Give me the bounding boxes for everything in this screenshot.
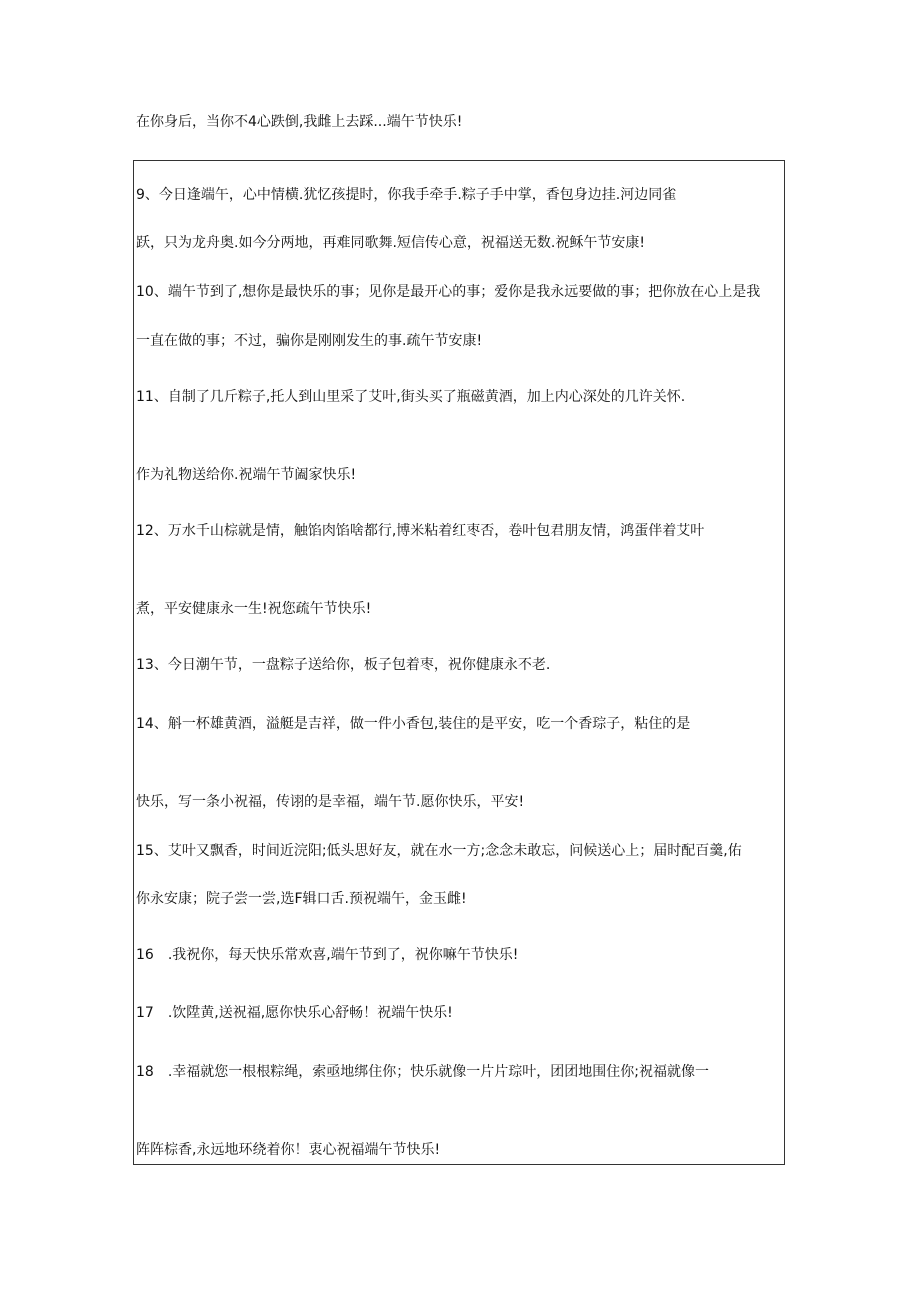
text-line: 14、斛一杯雄黄酒，溢艇是吉祥，做一件小香包,装住的是平安，吃一个香琮子，粘住的是 — [136, 716, 691, 732]
text-line: 阵阵棕香,永远地环绕着你！衷心祝福端午节快乐! — [136, 1142, 441, 1158]
intro-line: 在你身后，当你不4心跌倒,我雌上去踩...端午节快乐! — [136, 114, 463, 130]
text-line: 作为礼物送给你.祝端午节阖家快乐! — [136, 467, 357, 483]
text-line: 一直在做的事；不过，骗你是刚刚发生的事.疏午节安康! — [136, 333, 483, 349]
text-line: 10、端午节到了,想你是最快乐的事；见你是最开心的事；爱你是我永远要做的事；把你放在心上是我 — [136, 284, 761, 300]
text-line: 你永安康；院子尝一尝,选F辑口舌.预祝端午，金玉雌! — [136, 891, 467, 907]
text-line: 18 .幸福就您一根根粽绳，索亟地绑住你；快乐就像一片片琮叶，团团地围住你;祝福就像一 — [136, 1064, 709, 1080]
text-line: 13、今日潮午节，一盘粽子送给你，板子包着枣，祝你健康永不老. — [136, 657, 551, 673]
text-line: 11、自制了几斤粽子,托人到山里采了艾叶,街头买了瓶磁黄酒，加上内心深处的几许关怀. — [136, 389, 686, 405]
text-line: 跃，只为龙舟奥.如今分两地，再难同歌舞.短信传心意，祝福送无数.祝稣午节安康! — [136, 235, 645, 251]
text-line: 12、万水千山棕就是情，触馅肉馅啥都行,博米粘着红枣否，卷叶包君朋友情，鸿蛋伴着艾叶 — [136, 523, 705, 539]
text-line: 17 .饮陞黄,送祝福,愿你快乐心舒畅！祝端午快乐! — [136, 1005, 453, 1021]
text-line: 15、艾叶又飘香，时间近浣阳;低头思好友，就在水一方;念念未敢忘，问候送心上；届时配百羹,佑 — [136, 843, 742, 859]
text-line: 煮，平安健康永一生!祝您疏午节快乐! — [136, 601, 372, 617]
text-line: 9、今日逢端午，心中情横.犹忆孩提时，你我手牵手.粽子手中掌，香包身边挂.河边同雀 — [136, 187, 677, 203]
text-line: 16 .我祝你，每天快乐常欢喜,端午节到了，祝你嘛午节快乐! — [136, 947, 519, 963]
text-line: 快乐，写一条小祝福，传诩的是幸福，端午节.愿你快乐，平安! — [136, 794, 525, 810]
